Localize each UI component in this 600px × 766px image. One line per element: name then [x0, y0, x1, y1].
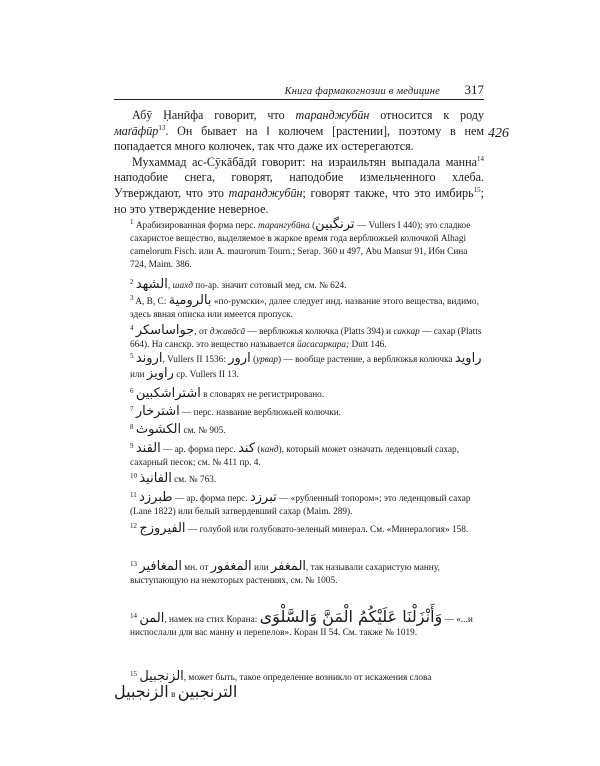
footnote-8: $^8$ الكشوث см. № 905. [130, 422, 226, 437]
footnote-7: $^7$ اشترخار — перс. название верблюжьей колючки. [130, 404, 342, 419]
footnote-1: $^1$ Арабизированная форма перс. тарангубӣна (ترنگبین — Vullers I 440); это сладкое сахаристое вещество, выделяемое в жаркое время года верблюжьей колючкой Alhagi camelorum Fisch. или A. maurorum Tourn.; Serap. 360 и 497, Abu Mansur 91, Ибн Сина 724, Maim. 386. [130, 217, 471, 270]
main-text [114, 108, 484, 217]
footnote-4: $^4$ جواساسكر, от джавāсā — верблюжья колючка (Platts 394) и саккар — сахар (Platts 664). На санскр. это вещество называется йасасаркара; Dutt 146. [130, 323, 482, 350]
footnote-12: $^{12}$ الفيروزج — голубой или голубовато-зеленый минерал. См. «Минералогия» 158. [130, 521, 469, 536]
footnote-2: $^2$ الشهد, шахд по-ар. значит сотовый мед, см. № 624. [130, 277, 347, 292]
footnote-11: $^{11}$ طبرزد — ар. форма перс. تبرزد — «рубленный топором»; это леденцовый сахар (Lane 1822) или белый затвердевший сахар (Maim. 289). [130, 490, 471, 517]
page-number: 317 [464, 82, 484, 97]
footnote-10: $^{10}$ الفانيذ см. № 763. [130, 471, 217, 486]
footnote-6: $^6$ اشتراشكبين в словарях не регистрировано. [130, 386, 325, 401]
footnote-9: $^9$ القند — ар. форма перс. كند (канд), который может означать леденцовый сахар, сахарный песок; см. № 411 пр. 4. [130, 441, 460, 468]
footnote-13: $^{13}$ المغافير мн. от المغفور или المغفر, так называли сахаристую манну, выступающую на некоторых растениях, см. № 1005. [130, 559, 440, 586]
paragraph-2: Мухаммад ас-Сӯкāбāдӣ говорит: на израильтян выпадала манна$^{14}$ наподобие снега, говорят, наподобие измельченного хлеба. Утверждают, что это таранджубӣн; говорят также, что это имбирь$^{15}$; но это утверждение неверное. [114, 154, 484, 216]
footnote-5: $^5$ اروند, Vullers II 1536: ارور (урвар) — вообще растение, а верблюжья колючка راويد или راويز ср. Vullers II 13. [130, 351, 482, 381]
header-rule [114, 99, 484, 100]
margin-page-marker: 426 [488, 126, 509, 141]
running-header: Книга фармакогнозии в медицине [284, 86, 440, 97]
paragraph-1: Абӯ Ḥанӣфа говорит, что таранджубӣн относится к роду маґāфӣр$^{13}$. Он бывает на ‖ колючем [растении], поэтому в нем попадается много колючек, так что даже их остерегаются. [114, 108, 484, 154]
footnote-3: $^3$ A, B, C: بالرومية «по-румски», далее следует инд. название этого вещества, видимо, здесь явная описка или имеется пропуск. [130, 293, 479, 320]
footnote-15: $^{15}$ الزنجبيل, может быть, такое определение возникло от искажения слова الزنجبيل в الترنجبين [114, 669, 432, 701]
footnote-14: $^{14}$ المن, намек на стих Корана: وَأَنْزَلْنَا عَلَيْكُمُ الْمَنَّ وَالسَّلْوَى — «...и ниспослали для вас манну и перепелов». Коран II 54. См. также № 1019. [130, 607, 473, 638]
